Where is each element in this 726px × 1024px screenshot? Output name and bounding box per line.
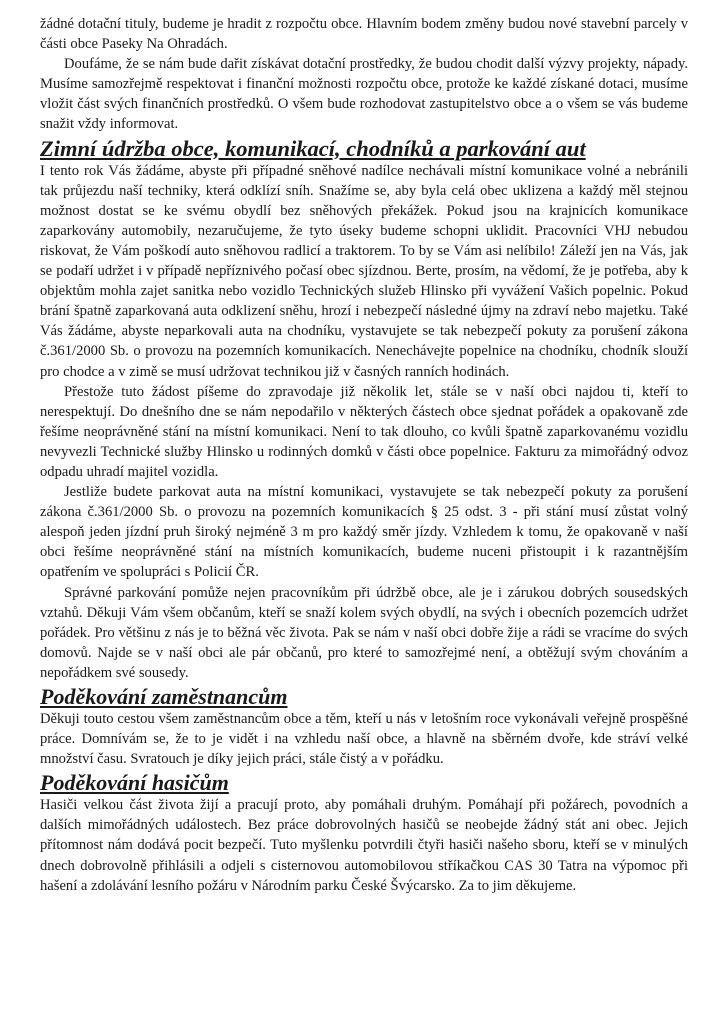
- firefighters-thanks-section: [40, 770, 688, 895]
- winter-paragraph-4: Správné parkování pomůže nejen pracovníkům při údržbě obce, ale je i zárukou dobrých sousedských vztahů. Děkuji Vám všem občanům, kteří se snaží kolem svých obydlí, na svých i obecních pozemcích udržet pořádek. Pro většinu z nás je to běžná věc života. Pak se nám v naší obci dobře žije a rádi se vracíme do svých domovů. Najde se v naší obci ale pár občanů, pro které to samozřejmé není, a obtěžují svým chováním a nepořádkem své sousedy.: [40, 584, 688, 681]
- winter-paragraph-2: Přestože tuto žádost píšeme do zpravodaje již několik let, stále se v naší obci najdou ti, kteří to nerespektují. Do dnešního dne se nám nepodařilo v některých částech obce sjednat pořádek a opakovaně zde řešíme neoprávněné stání na místní komunikaci. Není to tak dlouho, co kvůli špatně zaparkovanému vozidlu nevyvezli Technické služby Hlinsko u rodinných domků v části obce popelnice. Fakturu za mimořádný odvoz odpadu uhradí majitel vozidla.: [40, 383, 688, 480]
- firefighters-thanks-heading: Poděkování hasičům: [40, 770, 229, 796]
- employees-paragraph: Děkuji touto cestou všem zaměstnancům obce a těm, kteří u nás v letošním roce vykonávali veřejně prospěšné práce. Domnívám se, že to je vidět i na vzhledu naší obce, a hlavně na sběrném dvoře, kde stráví velké množství času. Svratouch je díky jejich práci, stále čistý a v pořádku.: [40, 711, 688, 768]
- winter-maintenance-heading: Zimní údržba obce, komunikací, chodníků a parkování aut: [40, 135, 586, 161]
- winter-paragraph-3: Jestliže budete parkovat auta na místní komunikaci, vystavujete se tak nebezpečí pokuty za porušení zákona č.361/2000 Sb. o provozu na pozemních komunikacích § 25 odst. 3 - při stání musí zůstat volný alespoň jeden jízdní pruh široký nejméně 3 m pro každý směr jízdy. Vzhledem k tomu, že opakovaně v naší obci řešíme neoprávněné stání na místních komunikacích, budeme nuceni přistoupit i k razantnějším opatřením ve spolupráci s Policií ČR.: [40, 484, 688, 581]
- firefighters-paragraph: Hasiči velkou část života žijí a pracují proto, aby pomáhali druhým. Pomáhají při požárech, povodních a dalších mimořádných událostech. Bez práce dobrovolných hasičů se neobejde žádný stát ani obec. Jejich přítomnost nám dodává pocit bezpečí. Tuto myšlenku potvrdili čtyři hasiči našeho sboru, kteří se v minulých dnech dobrovolně přihlásili a odjeli s cisternovou automobilovou stříkačkou CAS 30 Tatra na výpomoc při hašení a zdolávání lesního požáru v Národním parku České Švýcarsko. Za to jim děkujeme.: [40, 797, 688, 894]
- winter-maintenance-section: [40, 136, 688, 683]
- intro-paragraph-1: žádné dotační tituly, budeme je hradit z rozpočtu obce. Hlavním bodem změny budou nové stavební parcely v části obce Paseky Na Ohradách.: [40, 16, 688, 53]
- newsletter-page: [40, 14, 688, 896]
- intro-paragraph-2: Doufáme, že se nám bude dařit získávat dotační prostředky, že budou chodit další výzvy projekty, nápady. Musíme samozřejmě respektovat i finanční možnosti rozpočtu obce, protože ke každé získané dotaci, musíme vložit část svých finančních prostředků. O všem bude rozhodovat zastupitelstvo obce a o všem se vás budeme snažit vždy informovat.: [40, 56, 688, 133]
- employees-thanks-heading: Poděkování zaměstnancům: [40, 684, 288, 709]
- winter-paragraph-1: I tento rok Vás žádáme, abyste při případné sněhové nadílce nechávali místní komunikace volné a nebránili tak průjezdu naší techniky, která odklízí sníh. Snažíme se, aby byla celá obec uklizena a každý měl stejnou možnost dostat se ke svému obydlí bez sněhových překážek. Pokud jsou na krajnicích komunikace zaparkovány automobily, nezaručujeme, že tyto úseky budeme schopni uklidit. Pracovníci VHJ nebudou riskovat, že Vám poškodí auto sněhovou radlicí a traktorem. To by se Vám asi nelíbilo! Záleží jen na Vás, jak se podaří udržet i v případě nepříznivého počasí obec sjízdnou. Berte, prosím, na vědomí, že je potřeba, aby k objektům mohla zajet sanitka nebo vozidlo Technických služeb Hlinsko při vyvážení Vašich popelnic. Pokud brání špatně zaparkovaná auta odklizení sněhu, hrozí i nebezpečí následné újmy na zdraví nebo majetku. Také Vás žádáme, abyste neparkovali auta na chodníku, vystavujete se tak nebezpečí pokuty za porušení zákona č.361/2000 Sb. o provozu na pozemních komunikacích. Nenechávejte popelnice na chodníku, chodník slouží pro chodce a v zimě se musí udržovat technikou již v časných ranních hodinách.: [40, 162, 688, 380]
- intro-section: [40, 14, 688, 135]
- employees-thanks-section: [40, 684, 688, 769]
